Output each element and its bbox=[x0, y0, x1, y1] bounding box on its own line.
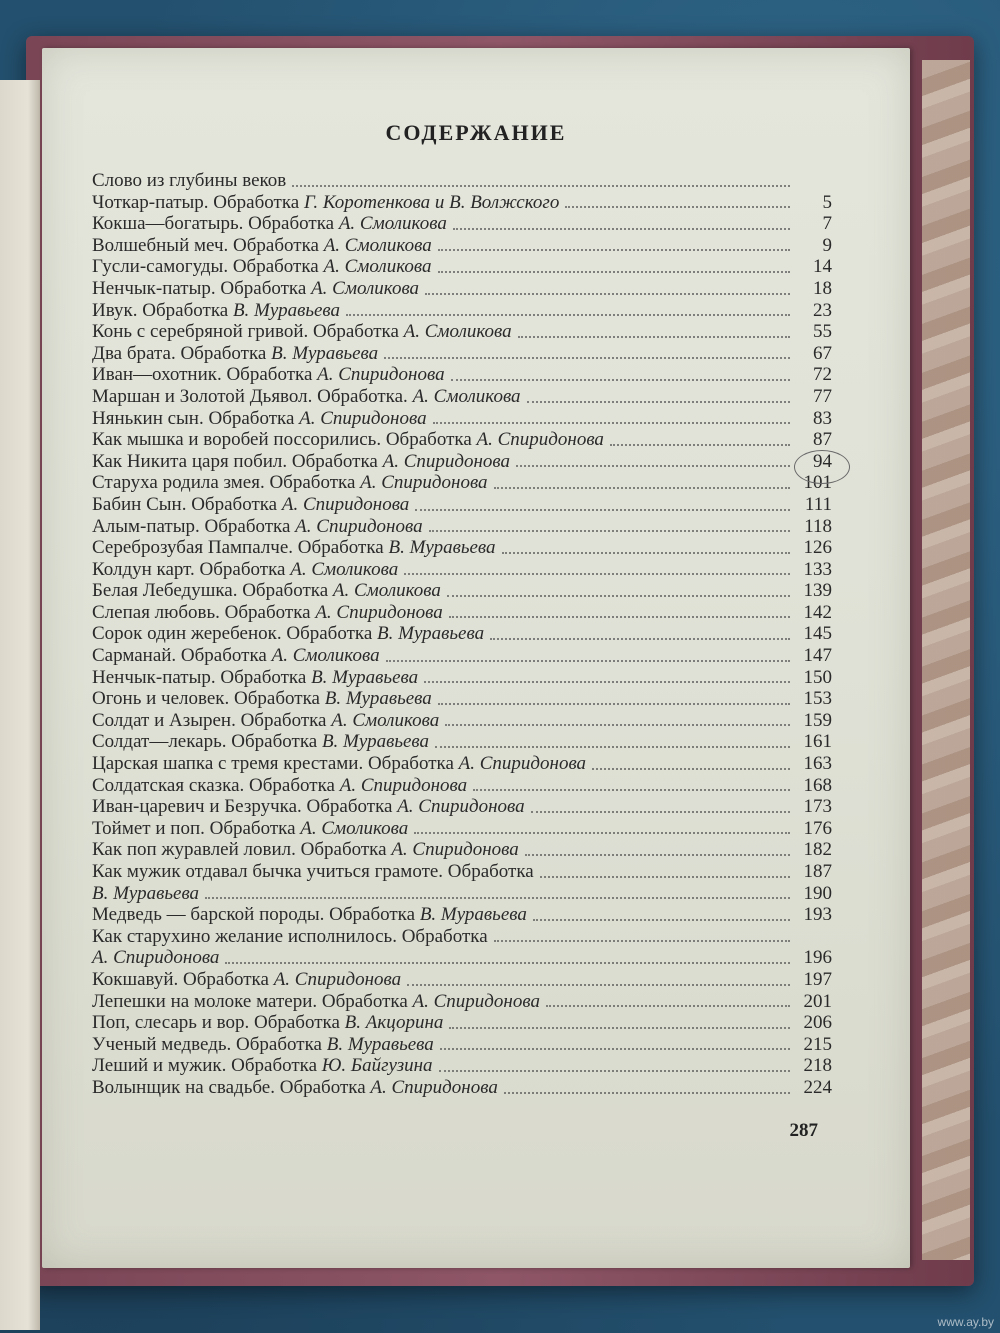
toc-entry-title bbox=[92, 192, 559, 214]
dot-leader bbox=[533, 919, 790, 921]
dot-leader bbox=[225, 962, 790, 964]
toc-page-number: 101 bbox=[803, 472, 832, 494]
adapter-name: А. Спиридонова bbox=[339, 774, 468, 796]
dot-leader bbox=[438, 271, 791, 273]
adapter-name: В. Муравьева bbox=[326, 1033, 434, 1055]
story-title: Медведь — барской породы. Обработка bbox=[92, 904, 420, 926]
dot-leader bbox=[565, 206, 790, 208]
dot-leader bbox=[433, 422, 790, 424]
dot-leader bbox=[435, 746, 790, 748]
story-title: Леший и мужик. Обработка bbox=[92, 1055, 322, 1077]
dot-leader bbox=[292, 185, 790, 187]
toc-page-number: 187 bbox=[803, 861, 832, 882]
toc-entry bbox=[92, 969, 832, 991]
adapter-name: А. Смоликова bbox=[323, 256, 432, 278]
toc-page-number: 77 bbox=[813, 385, 832, 407]
adapter-name: А. Смоликова bbox=[271, 645, 380, 667]
toc-entry-title bbox=[92, 386, 521, 408]
toc-page-number: 215 bbox=[803, 1033, 832, 1055]
story-title: Слово из глубины веков bbox=[92, 170, 287, 191]
story-title: Как мужик отдавал бычка учиться грамоте. Обработка bbox=[92, 861, 534, 882]
story-title: Сарманай. Обработка bbox=[92, 645, 272, 667]
toc-page-number: 9 bbox=[822, 234, 832, 256]
toc-page-number: 201 bbox=[803, 990, 832, 1012]
adapter-name: Г. Коротенкова и В. Волжского bbox=[303, 191, 560, 213]
toc-page-number: 150 bbox=[803, 666, 832, 688]
toc-entry-title bbox=[92, 667, 418, 689]
toc-entry bbox=[92, 947, 832, 969]
story-title: Сорок один жеребенок. Обработка bbox=[92, 623, 378, 645]
toc-page-number: 139 bbox=[803, 580, 832, 602]
adapter-name: А. Спиридонова bbox=[299, 407, 427, 429]
toc-entry bbox=[92, 170, 832, 192]
dot-leader bbox=[404, 573, 790, 575]
toc-entry-title bbox=[92, 861, 534, 883]
adapter-name: А. Смоликова bbox=[403, 321, 512, 343]
toc-entry-title bbox=[92, 235, 432, 257]
story-title: Слепая любовь. Обработка bbox=[92, 601, 316, 623]
toc-page-number: 196 bbox=[803, 947, 832, 969]
toc-page-number: 142 bbox=[803, 601, 832, 623]
toc-entry-title bbox=[92, 364, 445, 386]
story-title: Нянькин сын. Обработка bbox=[92, 407, 300, 429]
toc-entry bbox=[92, 775, 832, 797]
toc-entry bbox=[92, 408, 832, 430]
page-number: 287 bbox=[789, 1120, 818, 1141]
toc-entry bbox=[92, 839, 832, 861]
dot-leader bbox=[438, 703, 790, 705]
story-title: Волынщик на свадьбе. Обработка bbox=[92, 1076, 371, 1098]
toc-page-number: 126 bbox=[803, 537, 832, 559]
toc-page-number: 83 bbox=[813, 407, 832, 429]
dot-leader bbox=[540, 876, 790, 878]
toc-entry bbox=[92, 861, 832, 883]
toc-page-number: 5 bbox=[822, 191, 832, 213]
toc-entry bbox=[92, 256, 832, 278]
toc-entry-title bbox=[92, 451, 510, 473]
adapter-name: В. Муравьева bbox=[271, 342, 379, 364]
toc-entry bbox=[92, 192, 832, 214]
adapter-name: А. Смоликова bbox=[300, 817, 409, 839]
toc-entry-title bbox=[92, 580, 441, 602]
toc-entry bbox=[92, 883, 832, 905]
toc-entry-title bbox=[92, 775, 467, 797]
toc-entry-title bbox=[92, 300, 340, 322]
dot-leader bbox=[546, 1005, 790, 1007]
adapter-name: В. Муравьева bbox=[388, 537, 496, 559]
toc-entry bbox=[92, 667, 832, 689]
dot-leader bbox=[346, 314, 790, 316]
dot-leader bbox=[425, 293, 790, 295]
adapter-name: А. Спиридонова bbox=[315, 601, 443, 623]
toc-entry bbox=[92, 710, 832, 732]
adapter-name: А. Смоликова bbox=[338, 213, 447, 235]
pen-circle-mark bbox=[794, 450, 850, 484]
adapter-name: В. Муравьева bbox=[311, 666, 419, 688]
toc-entry-title bbox=[92, 602, 443, 624]
toc-entry bbox=[92, 991, 832, 1013]
toc-entry-title bbox=[92, 710, 439, 732]
adapter-name: А. Спиридонова bbox=[412, 990, 540, 1012]
toc-page-number: 7 bbox=[822, 213, 832, 235]
story-title: Кокша—богатырь. Обработка bbox=[92, 213, 339, 235]
toc-page-number: 87 bbox=[813, 429, 832, 451]
toc-entry bbox=[92, 1012, 832, 1034]
toc-entry-title bbox=[92, 170, 286, 192]
toc-entry bbox=[92, 300, 832, 322]
toc-page-number: 161 bbox=[803, 731, 832, 753]
toc-entry bbox=[92, 926, 832, 948]
story-title: Ненчык-патыр. Обработка bbox=[92, 666, 312, 688]
dot-leader bbox=[494, 487, 790, 489]
toc-entry bbox=[92, 753, 832, 775]
toc-entry bbox=[92, 731, 832, 753]
dot-leader bbox=[527, 401, 790, 403]
adapter-name: А. Спиридонова bbox=[458, 753, 587, 775]
story-title: Как мышка и воробей поссорились. Обработка bbox=[92, 429, 477, 451]
toc-entry bbox=[92, 623, 832, 645]
toc-entry bbox=[92, 818, 832, 840]
toc-entry bbox=[92, 472, 832, 494]
toc-entry-title bbox=[92, 991, 540, 1013]
story-title: Иван-царевич и Безручка. Обработка bbox=[92, 796, 398, 818]
toc-page-number: 153 bbox=[803, 688, 832, 710]
story-title: Тоймет и поп. Обработка bbox=[92, 817, 301, 839]
dot-leader bbox=[610, 444, 790, 446]
adapter-name: В. Муравьева bbox=[232, 299, 341, 321]
toc-entry-title bbox=[92, 926, 488, 948]
adapter-name: А. Смоликова bbox=[323, 234, 432, 256]
dot-leader bbox=[386, 660, 790, 662]
toc-entry-title bbox=[92, 516, 423, 538]
toc-entry-title bbox=[92, 623, 484, 645]
story-title: Как поп журавлей ловил. Обработка bbox=[92, 839, 392, 861]
dot-leader bbox=[429, 530, 790, 532]
adapter-name: А. Спиридонова bbox=[317, 364, 445, 386]
toc-entry bbox=[92, 516, 832, 538]
toc-entry bbox=[92, 796, 832, 818]
toc-entry-title bbox=[92, 321, 512, 343]
story-title: Маршан и Золотой Дьявол. Обработка. bbox=[92, 385, 413, 407]
toc-page-number: 224 bbox=[803, 1076, 832, 1098]
toc-entry-title bbox=[92, 969, 401, 991]
story-title: Белая Лебедушка. Обработка bbox=[92, 580, 333, 602]
dot-leader bbox=[440, 1048, 790, 1050]
adapter-name: А. Спиридонова bbox=[360, 472, 488, 494]
adapter-name: А. Спиридонова bbox=[382, 450, 511, 472]
toc-page-number: 23 bbox=[813, 299, 832, 321]
story-title: Бабин Сын. Обработка bbox=[92, 493, 282, 515]
dot-leader bbox=[449, 616, 790, 618]
dot-leader bbox=[494, 940, 790, 942]
toc-page-number: 67 bbox=[813, 342, 832, 364]
dot-leader bbox=[424, 681, 790, 683]
toc-entry-title bbox=[92, 645, 380, 667]
toc-entry-title bbox=[92, 1012, 443, 1034]
story-title: Сереброзубая Пампалче. Обработка bbox=[92, 537, 389, 559]
toc-entry-title bbox=[92, 904, 527, 926]
toc-entry-title bbox=[92, 213, 447, 235]
adapter-name: В. Акцорина bbox=[344, 1012, 444, 1034]
watermark: www.ay.by bbox=[937, 1315, 994, 1329]
toc-entry bbox=[92, 429, 832, 451]
story-title: Солдатская сказка. Обработка bbox=[92, 774, 340, 796]
toc-entry bbox=[92, 213, 832, 235]
adapter-name: А. Спиридонова bbox=[397, 796, 525, 818]
toc-entry-title bbox=[92, 343, 378, 365]
toc-page-number: 173 bbox=[803, 796, 832, 818]
story-title: Ученый медведь. Обработка bbox=[92, 1033, 327, 1055]
toc-entry bbox=[92, 343, 832, 365]
adapter-name: В. Муравьева bbox=[92, 882, 200, 904]
toc-entry-title bbox=[92, 1055, 433, 1077]
story-title: Два брата. Обработка bbox=[92, 342, 272, 364]
adapter-name: В. Муравьева bbox=[419, 904, 527, 926]
adapter-name: В. Муравьева bbox=[321, 731, 430, 753]
adapter-name: А. Спиридонова bbox=[273, 968, 402, 990]
dot-leader bbox=[205, 897, 790, 899]
toc-entry bbox=[92, 1055, 832, 1077]
toc-entry-title bbox=[92, 1034, 434, 1056]
story-title: Иван—охотник. Обработка bbox=[92, 364, 318, 386]
toc-entry-title bbox=[92, 408, 427, 430]
toc-page-number: 159 bbox=[803, 709, 832, 731]
toc-entry-title bbox=[92, 688, 432, 710]
adapter-name: А. Смоликова bbox=[331, 709, 440, 731]
dot-leader bbox=[414, 832, 790, 834]
toc-entry-title bbox=[92, 472, 488, 494]
toc-entry bbox=[92, 602, 832, 624]
dot-leader bbox=[407, 984, 790, 986]
dot-leader bbox=[490, 638, 790, 640]
dot-leader bbox=[415, 509, 790, 511]
dot-leader bbox=[502, 552, 790, 554]
toc-page-number: 218 bbox=[803, 1055, 832, 1077]
toc-entry bbox=[92, 559, 832, 581]
story-title: Как старухино желание исполнилось. Обработка bbox=[92, 925, 488, 947]
dot-leader bbox=[473, 789, 790, 791]
story-title: Ненчык-патыр. Обработка bbox=[92, 277, 312, 299]
page-title: СОДЕРЖАНИЕ bbox=[385, 120, 567, 145]
toc-page-number: 197 bbox=[803, 968, 832, 990]
toc-entry bbox=[92, 364, 832, 386]
toc-page-number: 18 bbox=[813, 277, 832, 299]
table-of-contents bbox=[92, 170, 832, 1099]
toc-entry-title bbox=[92, 537, 496, 559]
adapter-name: А. Спиридонова bbox=[391, 839, 519, 861]
toc-page-number: 168 bbox=[803, 774, 832, 796]
toc-entry bbox=[92, 386, 832, 408]
toc-entry-title bbox=[92, 1077, 498, 1099]
story-title: Лепешки на молоке матери. Обработка bbox=[92, 990, 413, 1012]
toc-entry-title bbox=[92, 753, 586, 775]
toc-entry bbox=[92, 321, 832, 343]
dot-leader bbox=[447, 595, 790, 597]
dot-leader bbox=[525, 854, 790, 856]
toc-page-number: 190 bbox=[803, 882, 832, 904]
dot-leader bbox=[438, 249, 790, 251]
story-title: Ивук. Обработка bbox=[92, 299, 233, 321]
dot-leader bbox=[451, 379, 790, 381]
adapter-name: В. Муравьева bbox=[377, 623, 485, 645]
story-title: Как Никита царя побил. Обработка bbox=[92, 450, 383, 472]
dot-leader bbox=[439, 1070, 790, 1072]
adapter-name: А. Смоликова bbox=[332, 580, 441, 602]
toc-entry-title bbox=[92, 818, 408, 840]
toc-page-number: 176 bbox=[803, 817, 832, 839]
toc-entry-title bbox=[92, 494, 409, 516]
toc-page-number: 147 bbox=[803, 645, 832, 667]
adapter-name: А. Спиридонова bbox=[92, 947, 220, 969]
adapter-name: А. Смоликова bbox=[412, 385, 521, 407]
toc-entry-title bbox=[92, 559, 398, 581]
toc-entry-title bbox=[92, 947, 219, 969]
adapter-name: А. Смоликова bbox=[290, 558, 399, 580]
toc-entry bbox=[92, 645, 832, 667]
toc-entry bbox=[92, 1034, 832, 1056]
toc-entry-title bbox=[92, 883, 199, 905]
toc-page-number: 118 bbox=[804, 515, 832, 537]
dot-leader bbox=[384, 357, 790, 359]
toc-page-number: 111 bbox=[804, 493, 832, 515]
toc-page-number: 94 bbox=[813, 450, 832, 472]
toc-entry-title bbox=[92, 256, 432, 278]
story-title: Алым-патыр. Обработка bbox=[92, 515, 296, 537]
toc-entry bbox=[92, 537, 832, 559]
toc-page-number: 133 bbox=[803, 558, 832, 580]
toc-entry-title bbox=[92, 839, 519, 861]
dot-leader bbox=[449, 1027, 790, 1029]
story-title: Конь с серебряной гривой. Обработка bbox=[92, 321, 404, 343]
toc-entry bbox=[92, 235, 832, 257]
story-title: Царская шапка с тремя крестами. Обработка bbox=[92, 753, 459, 775]
story-title: Солдат—лекарь. Обработка bbox=[92, 731, 322, 753]
story-title: Старуха родила змея. Обработка bbox=[92, 472, 361, 494]
toc-page-number: 55 bbox=[813, 321, 832, 343]
toc-entry bbox=[92, 278, 832, 300]
toc-entry-title bbox=[92, 278, 419, 300]
dot-leader bbox=[504, 1092, 790, 1094]
toc-page-number: 163 bbox=[803, 753, 832, 775]
book-page bbox=[42, 48, 910, 1268]
story-title: Волшебный меч. Обработка bbox=[92, 234, 324, 256]
adapter-name: А. Спиридонова bbox=[370, 1076, 498, 1098]
adapter-name: А. Смоликова bbox=[311, 277, 420, 299]
toc-entry bbox=[92, 688, 832, 710]
toc-entry-title bbox=[92, 731, 429, 753]
toc-entry bbox=[92, 904, 832, 926]
adapter-name: В. Муравьева bbox=[324, 688, 432, 710]
toc-entry bbox=[92, 451, 832, 473]
story-title: Поп, слесарь и вор. Обработка bbox=[92, 1012, 345, 1034]
toc-entry-title bbox=[92, 429, 604, 451]
cover-pattern-edge bbox=[922, 60, 970, 1260]
toc-entry bbox=[92, 580, 832, 602]
dot-leader bbox=[445, 724, 790, 726]
story-title: Солдат и Азырен. Обработка bbox=[92, 709, 332, 731]
toc-entry bbox=[92, 494, 832, 516]
story-title: Кокшавуй. Обработка bbox=[92, 968, 274, 990]
story-title: Чоткар-патыр. Обработка bbox=[92, 191, 304, 213]
adapter-name: Ю. Байгузина bbox=[321, 1055, 433, 1077]
dot-leader bbox=[516, 465, 790, 467]
toc-page-number: 182 bbox=[803, 839, 832, 861]
adapter-name: А. Спиридонова bbox=[476, 429, 604, 451]
dot-leader bbox=[518, 336, 790, 338]
story-title: Гусли-самогуды. Обработка bbox=[92, 256, 324, 278]
toc-page-number: 206 bbox=[803, 1012, 832, 1034]
adapter-name: А. Спиридонова bbox=[281, 493, 410, 515]
toc-page-number: 193 bbox=[803, 904, 832, 926]
toc-entry bbox=[92, 1077, 832, 1099]
dot-leader bbox=[453, 228, 790, 230]
story-title: Колдун карт. Обработка bbox=[92, 558, 291, 580]
dot-leader bbox=[531, 811, 790, 813]
left-page-edge bbox=[0, 80, 40, 1330]
toc-page-number: 14 bbox=[813, 256, 832, 278]
toc-page-number: 72 bbox=[813, 364, 832, 386]
dot-leader bbox=[592, 768, 790, 770]
adapter-name: А. Спиридонова bbox=[295, 515, 423, 537]
toc-entry-title bbox=[92, 796, 525, 818]
story-title: Огонь и человек. Обработка bbox=[92, 688, 325, 710]
toc-page-number: 145 bbox=[803, 623, 832, 645]
